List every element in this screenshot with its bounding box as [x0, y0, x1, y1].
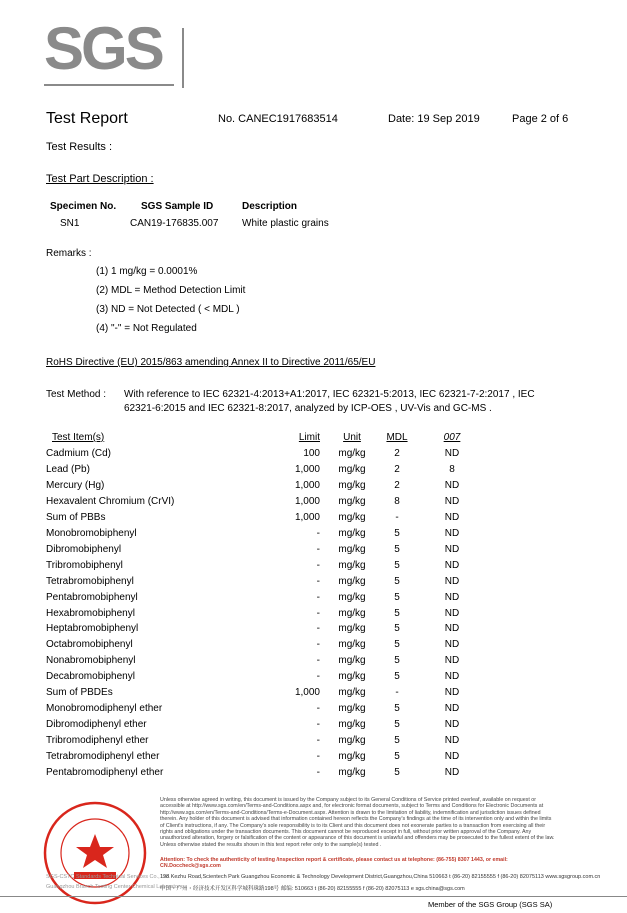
report-title: Test Report	[46, 110, 128, 127]
cell-result: ND	[444, 527, 460, 539]
cell-limit: -	[316, 767, 320, 778]
cell-unit: mg/kg	[338, 623, 366, 635]
cell-mdl: 5	[394, 575, 400, 587]
cell-limit: -	[316, 543, 320, 555]
cell-mdl: 5	[394, 639, 400, 651]
cell-item: Nonabromobiphenyl	[46, 655, 136, 667]
cell-unit: mg/kg	[338, 671, 366, 683]
cell-item: Tribromobiphenyl	[46, 559, 123, 571]
cell-limit: -	[316, 639, 320, 651]
cell-item: Sum of PBBs	[46, 511, 106, 523]
cell-mdl: 2	[394, 448, 400, 459]
cell-limit: -	[316, 719, 320, 731]
cell-limit: -	[316, 527, 320, 539]
member-text: Member of the SGS Group (SGS SA)	[428, 900, 553, 909]
cell-unit: mg/kg	[338, 527, 366, 539]
table-row	[46, 671, 466, 687]
cell-limit: -	[316, 751, 320, 763]
cell-result: ND	[444, 639, 460, 651]
cell-item: Tribromodiphenyl ether	[46, 735, 149, 747]
cell-mdl: 5	[394, 703, 400, 715]
table-row	[46, 576, 466, 592]
cell-result: ND	[444, 495, 460, 507]
table-row	[46, 464, 466, 480]
cell-item: Hexabromobiphenyl	[46, 607, 135, 619]
cell-mdl: 5	[394, 751, 400, 763]
cell-mdl: 5	[394, 543, 400, 555]
cell-unit: mg/kg	[338, 448, 366, 459]
cell-item: Pentabromobiphenyl	[46, 591, 138, 603]
remark-item: (4) "-" = Not Regulated	[96, 323, 197, 334]
cell-result: ND	[444, 751, 460, 763]
description-header: Description	[242, 201, 298, 212]
cell-unit: mg/kg	[338, 767, 366, 778]
cell-unit: mg/kg	[338, 511, 366, 523]
footer-address-cn: 中国・广州・经济技术开发区科学城科珠路198号 邮编: 510663 t (86-20) 82155555 f (86-20) 82075113 e sgs.china@sgs.com	[160, 886, 465, 892]
specimen-no-header: Specimen No.	[50, 201, 117, 212]
cell-result: ND	[444, 607, 460, 619]
sgs-logo-text: SGS	[44, 15, 162, 82]
cell-item: Monobromodiphenyl ether	[46, 703, 163, 715]
footer-address-en: 198 Kezhu Road,Scientech Park Guangzhou Economic & Technology Development District,Guangzhou,China 510663 t (86-20) 82155555 f (86-20) 82075113 www.sgsgroup.com.cn	[160, 874, 601, 880]
cell-result: ND	[444, 448, 460, 459]
stamp-branch-text: Guangzhou Branch Testing Center Chemical Laboratory	[46, 884, 183, 890]
cell-mdl: 2	[394, 463, 400, 475]
test-method-line1: With reference to IEC 62321-4:2013+A1:2017, IEC 62321-5:2013, IEC 62321-7-2:2017 , IEC	[124, 389, 535, 400]
cell-mdl: -	[395, 687, 399, 699]
cell-item: Cadmium (Cd)	[46, 448, 112, 459]
table-row	[46, 528, 466, 544]
cell-limit: -	[316, 607, 320, 619]
cell-limit: -	[316, 623, 320, 635]
table-row	[46, 751, 466, 767]
cell-mdl: 8	[394, 495, 400, 507]
cell-mdl: 5	[394, 735, 400, 747]
table-row	[46, 560, 466, 576]
cell-limit: 100	[303, 448, 320, 459]
lab-stamp	[40, 798, 150, 908]
cell-item: Decabromobiphenyl	[46, 671, 135, 683]
cell-item: Hexavalent Chromium (CrVI)	[46, 495, 175, 507]
cell-limit: -	[316, 655, 320, 667]
cell-result: ND	[444, 511, 460, 523]
sgs-logo	[44, 15, 184, 86]
cell-item: Dibromodiphenyl ether	[46, 719, 147, 731]
table-row	[46, 655, 466, 671]
cell-item: Tetrabromodiphenyl ether	[46, 751, 160, 763]
table-row	[46, 623, 466, 639]
cell-result: ND	[444, 767, 460, 778]
cell-mdl: 5	[394, 655, 400, 667]
cell-mdl: 5	[394, 671, 400, 683]
stamp-company-text: SGS-CSTC Standards Technical Services Co., Ltd.	[46, 874, 171, 880]
table-row	[46, 639, 466, 655]
specimen-no: SN1	[60, 218, 80, 229]
col-header-mdl: MDL	[386, 432, 408, 443]
cell-unit: mg/kg	[338, 735, 366, 747]
cell-unit: mg/kg	[338, 463, 366, 475]
directive-title: RoHS Directive (EU) 2015/863 amending Annex II to Directive 2011/65/EU	[46, 357, 376, 368]
logo-underline	[44, 84, 174, 86]
cell-limit: -	[316, 735, 320, 747]
table-row	[46, 512, 466, 528]
cell-unit: mg/kg	[338, 543, 366, 555]
cell-item: Dibromobiphenyl	[46, 543, 122, 555]
sample-id-header: SGS Sample ID	[141, 201, 214, 212]
cell-result: ND	[444, 671, 460, 683]
cell-mdl: 5	[394, 767, 400, 778]
cell-limit: -	[316, 591, 320, 603]
cell-mdl: 5	[394, 623, 400, 635]
report-date: Date: 19 Sep 2019	[388, 113, 480, 125]
cell-result: ND	[444, 479, 460, 491]
table-row	[46, 608, 466, 624]
table-row	[46, 448, 466, 464]
cell-item: Lead (Pb)	[46, 463, 90, 475]
cell-result: ND	[444, 735, 460, 747]
remark-item: (3) ND = Not Detected ( < MDL )	[96, 304, 240, 315]
table-row	[46, 544, 466, 560]
table-header-row	[46, 432, 466, 448]
remarks-label: Remarks :	[46, 248, 92, 259]
table-row	[46, 767, 466, 783]
table-row	[46, 480, 466, 496]
cell-mdl: 5	[394, 591, 400, 603]
cell-mdl: 2	[394, 479, 400, 491]
test-results-label: Test Results :	[46, 141, 113, 153]
cell-unit: mg/kg	[338, 703, 366, 715]
cell-item: Sum of PBDEs	[46, 687, 113, 699]
cell-limit: -	[316, 703, 320, 715]
cell-item: Mercury (Hg)	[46, 479, 105, 491]
cell-mdl: 5	[394, 719, 400, 731]
cell-unit: mg/kg	[338, 495, 366, 507]
cell-unit: mg/kg	[338, 687, 366, 699]
cell-item: Monobromobiphenyl	[46, 527, 137, 539]
cell-unit: mg/kg	[338, 575, 366, 587]
cell-limit: 1,000	[294, 495, 320, 507]
table-row	[46, 703, 466, 719]
cell-unit: mg/kg	[338, 719, 366, 731]
table-row	[46, 719, 466, 735]
footer-disclaimer: Unless otherwise agreed in writing, this document is issued by the Company subject to its General Conditions of Service printed overleaf, available on request or accessible at http://www.sgs.com/en/Terms-and-Conditions.aspx and, for electronic format documents, subject to Terms and Conditions for Electronic Documents at http://www.sgs.com/en/Terms-and-Conditions/Terms-e-Document.aspx. Attention is drawn to the limitation of liability, indemnification and jurisdiction issues defined therein. Any holder of this document is advised that information contained hereon reflects the Company's findings at the time of its intervention only and within the limits of Client's instructions, if any. The Company's sole responsibility is to its Client and this document does not exonerate parties to a transaction from exercising all their rights and obligations under the transaction documents. This document cannot be reproduced except in full, without prior written approval of the Company. Any unauthorized alteration, forgery or falsification of the content or appearance of this document is unlawful and offenders may be prosecuted to the fullest extent of the law. Unless otherwise stated the results shown in this test report refer only to the sample(s) tested .	[160, 797, 555, 848]
cell-unit: mg/kg	[338, 479, 366, 491]
cell-limit: 1,000	[294, 687, 320, 699]
table-row	[46, 592, 466, 608]
cell-limit: -	[316, 575, 320, 587]
cell-mdl: 5	[394, 607, 400, 619]
test-method-line2: 62321-6:2015 and IEC 62321-8:2017, analyzed by ICP-OES , UV-Vis and GC-MS .	[124, 403, 492, 414]
cell-result: ND	[444, 655, 460, 667]
sample-id: CAN19-176835.007	[130, 218, 219, 229]
cell-result: ND	[444, 623, 460, 635]
table-row	[46, 496, 466, 512]
test-method-label: Test Method :	[46, 389, 107, 400]
cell-limit: -	[316, 559, 320, 571]
part-description-label: Test Part Description :	[46, 173, 154, 185]
cell-mdl: 5	[394, 559, 400, 571]
cell-unit: mg/kg	[338, 607, 366, 619]
specimen-description: White plastic grains	[242, 218, 329, 229]
col-header-result: 007	[443, 432, 461, 443]
col-header-limit: Limit	[298, 432, 320, 443]
page-number: Page 2 of 6	[512, 113, 569, 125]
cell-item: Heptabromobiphenyl	[46, 623, 139, 635]
col-header-unit: Unit	[343, 432, 361, 443]
table-row	[46, 735, 466, 751]
table-row	[46, 687, 466, 703]
cell-unit: mg/kg	[338, 591, 366, 603]
col-header-item: Test Item(s)	[52, 432, 105, 443]
remark-item: (2) MDL = Method Detection Limit	[96, 285, 246, 296]
cell-unit: mg/kg	[338, 655, 366, 667]
cell-result: ND	[444, 575, 460, 587]
cell-unit: mg/kg	[338, 751, 366, 763]
cell-limit: 1,000	[294, 479, 320, 491]
cell-limit: 1,000	[294, 511, 320, 523]
cell-unit: mg/kg	[338, 559, 366, 571]
cell-result: ND	[444, 687, 460, 699]
cell-result: ND	[444, 543, 460, 555]
cell-mdl: -	[395, 511, 399, 523]
cell-result: ND	[444, 719, 460, 731]
report-number: No. CANEC1917683514	[218, 113, 338, 125]
cell-result: ND	[444, 591, 460, 603]
cell-mdl: 5	[394, 527, 400, 539]
cell-result: ND	[444, 703, 460, 715]
cell-item: Tetrabromobiphenyl	[46, 575, 134, 587]
footer-divider	[0, 896, 627, 897]
remark-item: (1) 1 mg/kg = 0.0001%	[96, 266, 198, 277]
cell-limit: 1,000	[294, 463, 320, 475]
logo-vertical-line	[182, 28, 184, 88]
cell-limit: -	[316, 671, 320, 683]
cell-result: ND	[444, 559, 460, 571]
cell-item: Pentabromodiphenyl ether	[46, 767, 164, 778]
cell-unit: mg/kg	[338, 639, 366, 651]
cell-item: Octabromobiphenyl	[46, 639, 133, 651]
cell-result: 8	[449, 463, 455, 475]
footer-attention: Attention: To check the authenticity of testing /inspection report & certificate, please contact us at telephone: (86-755) 8307 1443, or email: CN.Doccheck@sgs.com	[160, 857, 508, 870]
